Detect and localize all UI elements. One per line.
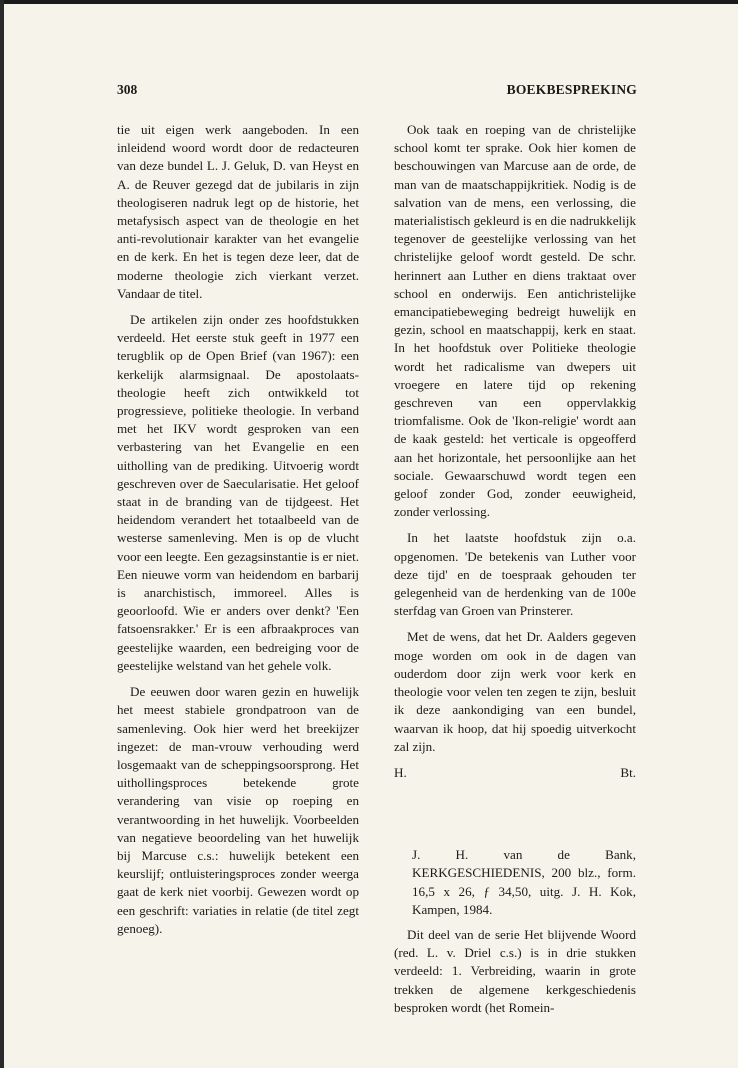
right-paragraph-4: Dit deel van de serie Het blijvende Woord (red. L. v. Driel c.s.) is in drie stukken verdeeld: 1. Verbreiding, waarin in grote trekken de algemene kerkgeschiedenis besproken wordt (het Romein-: [394, 926, 636, 1015]
signature-abbrev: Bt.: [620, 764, 636, 780]
signature-initial: H.: [394, 764, 407, 780]
scan-edge-top: [0, 0, 738, 4]
page-header: [117, 82, 637, 102]
running-head: BOEKBESPREKING: [506, 82, 637, 97]
right-paragraph-1: Ook taak en roeping van de christelijke school komt ter sprake. Ook hier komen de beschouwingen van Marcuse aan de orde, de man van de maatschappijkritiek. Nodig is de salvation van de mens, een verlossing, die materialistisch gekleurd is en die nadrukkelijk tegenover de geestelijke verlossing van het christelijke geloof wordt gesteld. De schr. herinnert aan Luther en diens traktaat over school en onderwijs. Een antichristelijke emancipatiebeweging bedreigt huwelijk en gezin, school en maatschappij, kerk en staat. In het hoofdstuk over Politieke theologie wordt het radicalisme van dwepers uit vroegere en latere tijd op rekening geschreven van een oppervlakkig triomfalisme. Ook de 'Ikon-religie' wordt aan de kaak gesteld: het verticale is opgeofferd aan het horizontale, het persoonlijke aan het sociale. Gewaarschuwd wordt tegen een geloof zonder God, zonder eeuwigheid, zonder verlossing.: [394, 122, 636, 520]
right-paragraph-3: Met de wens, dat het Dr. Aalders gegeven moge worden om ook in de dagen van ouderdom door zijn werk voor kerk en theologie voor velen ten zegen te zijn, besluit ik deze aankondiging van een bundel, waarvan ik hoop, dat hij spoedig uitverkocht zal zijn.: [394, 629, 636, 754]
reviewer-signature: [394, 764, 636, 782]
left-paragraph-3: De eeuwen door waren gezin en huwelijk het meest stabiele grondpatroon van de samenleving. Ook hier werd het breekijzer ingezet: de man-vrouw verhouding werd losgemaakt van de scheppingsoorsprong. Het uithollingsproces betekende grote verandering van visie op roeping en verantwoording in het huwelijk. Voorbeelden van negatieve beoordeling van het huwelijk bij Marcuse c.s.: huwelijk betekent een keurslijf; ontluisteringsproces zonder weerga gaat de kerk niet voorbij. Gewezen wordt op een geschrift: variaties in relatie (de titel zegt genoeg).: [117, 684, 359, 936]
left-paragraph-1: tie uit eigen werk aangeboden. In een inleidend woord wordt door de redacteuren van deze bundel L. J. Geluk, D. van Heyst en A. de Reuver gezegd dat de jubilaris in zijn theologiseren nadruk legt op de historie, het metafysisch aspect van de theologie en het anti-revolutionair karakter van het evangelie en de kerk. En het is tegen deze leer, dat de moderne theologie zich vierkant verzet. Vandaar de titel.: [117, 122, 359, 301]
review-heading: J. H. van de Bank, KERKGESCHIEDENIS, 200 blz., form. 16,5 x 26, ƒ 34,50, uitg. J. H. Kok, Kampen, 1984.: [412, 847, 636, 917]
left-column: [117, 121, 359, 946]
left-paragraph-2: De artikelen zijn onder zes hoofdstukken verdeeld. Het eerste stuk geeft in 1977 een terugblik op de Open Brief (van 1967): een kerkelijk alarmsignaal. De apostolaats-theologie heeft zich ontwikkeld tot progressieve, politieke theologie. In verband met het IKV wordt gesproken van een verbastering van het Evangelie en een uitholling van de prediking. Uitvoerig wordt geschreven over de Saecularisatie. Het geloof staat in de branding van de tijdgeest. Het heidendom verandert het totaalbeeld van de westerse samenleving. Men is op de vlucht voor een leegte. Een gezagsinstantie is er niet. Een nieuwe vorm van heidendom en barbarij is anarchistisch, immoreel. Alles is geoorloofd. Wie er anders over denkt? 'Een fatsoensrakker.' Er is een afbraakproces van geestelijke waarden, een bedreiging voor de geestelijke welstand van het gehele volk.: [117, 312, 359, 673]
right-paragraph-2: In het laatste hoofdstuk zijn o.a. opgenomen. 'De betekenis van Luther voor deze tijd' en de toespraak gehouden ter gelegenheid van de herdenking van de 100e sterfdag van Groen van Prinsterer.: [394, 530, 636, 619]
scan-edge-left: [0, 0, 4, 1068]
page-number: 308: [117, 82, 138, 97]
right-column: [394, 121, 636, 1025]
